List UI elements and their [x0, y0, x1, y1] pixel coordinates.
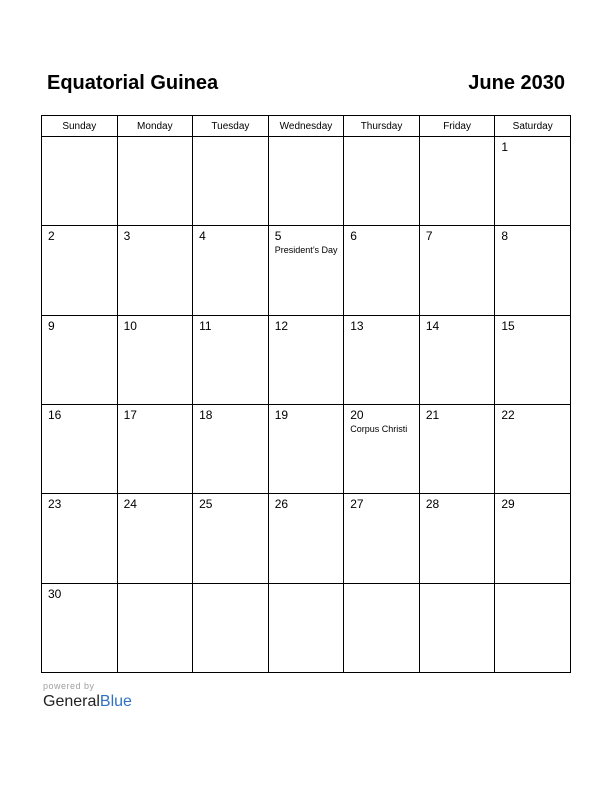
day-cell: [268, 226, 344, 315]
weekday-header: Wednesday: [268, 116, 344, 137]
day-number: 4: [199, 229, 206, 244]
weekday-header: Monday: [117, 116, 193, 137]
day-cell: [42, 404, 118, 493]
weekday-header: Saturday: [495, 116, 571, 137]
day-cell: [344, 226, 420, 315]
day-number: 18: [199, 407, 213, 422]
day-cell: [117, 137, 193, 226]
day-number: 16: [48, 407, 62, 422]
day-number: [42, 137, 117, 140]
day-cell: [268, 404, 344, 493]
day-number: 21: [425, 407, 440, 422]
day-number: [269, 584, 344, 587]
day-number: 30: [48, 586, 62, 601]
day-cell: [495, 226, 571, 315]
day-cell: [268, 137, 344, 226]
day-number: 2: [48, 229, 55, 244]
day-cell: [495, 404, 571, 493]
day-number: 22: [501, 407, 515, 422]
day-cell: [344, 137, 420, 226]
day-cell: [419, 226, 495, 315]
day-number: 26: [274, 497, 289, 512]
week-row: [42, 583, 571, 672]
day-number: 24: [123, 497, 137, 512]
weekday-header-row: [42, 116, 571, 137]
day-cell: [117, 226, 193, 315]
week-row: [42, 226, 571, 315]
week-row: [42, 137, 571, 226]
day-cell: [419, 583, 495, 672]
day-cell: [42, 583, 118, 672]
day-number: 11: [199, 318, 212, 333]
day-cell: [117, 404, 193, 493]
day-number: 10: [123, 318, 137, 333]
day-cell: [193, 137, 269, 226]
brand-blue-text: Blue: [99, 693, 132, 710]
day-number: 20: [350, 407, 364, 422]
day-number: 12: [274, 318, 289, 333]
day-cell: [193, 226, 269, 315]
day-cell: [419, 494, 495, 583]
day-cell: [419, 315, 495, 404]
day-number: 3: [123, 229, 131, 244]
day-number: 13: [350, 318, 364, 333]
day-number: [193, 584, 268, 587]
day-number: 19: [274, 407, 289, 422]
day-number: [193, 137, 268, 140]
weekday-header: Friday: [419, 116, 495, 137]
day-number: [344, 584, 419, 587]
day-number: 5: [274, 229, 282, 244]
day-cell: [193, 315, 269, 404]
day-cell: [495, 494, 571, 583]
brand-general-text: General: [43, 693, 100, 710]
calendar-country-title: Equatorial Guinea: [47, 72, 219, 94]
day-number: 23: [48, 497, 62, 512]
day-number: 27: [350, 497, 364, 512]
weekday-header: Sunday: [42, 116, 118, 137]
day-cell: [344, 404, 420, 493]
day-number: 6: [350, 229, 357, 244]
day-cell: [42, 315, 118, 404]
day-number: [118, 137, 193, 140]
day-cell: [193, 583, 269, 672]
day-cell: [344, 315, 420, 404]
weekday-header: Thursday: [344, 116, 420, 137]
day-number: [420, 584, 495, 587]
generalblue-logo[interactable]: [43, 693, 132, 711]
week-row: [42, 315, 571, 404]
day-number: [269, 137, 344, 140]
powered-by-text: powered by: [43, 681, 95, 691]
day-cell: [268, 583, 344, 672]
day-number: [344, 137, 419, 140]
day-number: 9: [48, 318, 55, 333]
day-cell: [344, 494, 420, 583]
day-number: 17: [123, 407, 137, 422]
day-number: [495, 584, 570, 587]
holiday-label: Corpus Christi: [350, 423, 408, 434]
day-cell: [117, 315, 193, 404]
week-row: [42, 404, 571, 493]
day-cell: [268, 494, 344, 583]
day-cell: [268, 315, 344, 404]
weekday-header: Tuesday: [193, 116, 269, 137]
day-cell: [42, 494, 118, 583]
day-number: [118, 584, 193, 587]
day-cell: [193, 494, 269, 583]
day-cell: [419, 137, 495, 226]
day-cell: [42, 226, 118, 315]
day-cell: [193, 404, 269, 493]
day-cell: [495, 315, 571, 404]
day-number: 25: [199, 497, 213, 512]
day-cell: [117, 583, 193, 672]
holiday-label: President’s Day: [274, 245, 338, 256]
day-cell: [495, 583, 571, 672]
day-number: 28: [425, 497, 440, 512]
day-cell: [419, 404, 495, 493]
day-cell: [344, 583, 420, 672]
day-number: 7: [425, 229, 433, 244]
day-number: 8: [501, 229, 509, 244]
day-number: [420, 137, 495, 140]
generalblue-footer: [43, 681, 132, 711]
day-number: 29: [501, 497, 515, 512]
day-cell: [42, 137, 118, 226]
day-cell: [117, 494, 193, 583]
day-cell: [495, 137, 571, 226]
day-number: 1: [501, 140, 509, 154]
calendar-grid: [41, 115, 571, 673]
week-row: [42, 494, 571, 583]
day-number: 15: [501, 318, 515, 333]
day-number: 14: [425, 318, 440, 333]
calendar-month-title: June 2030: [468, 72, 565, 94]
